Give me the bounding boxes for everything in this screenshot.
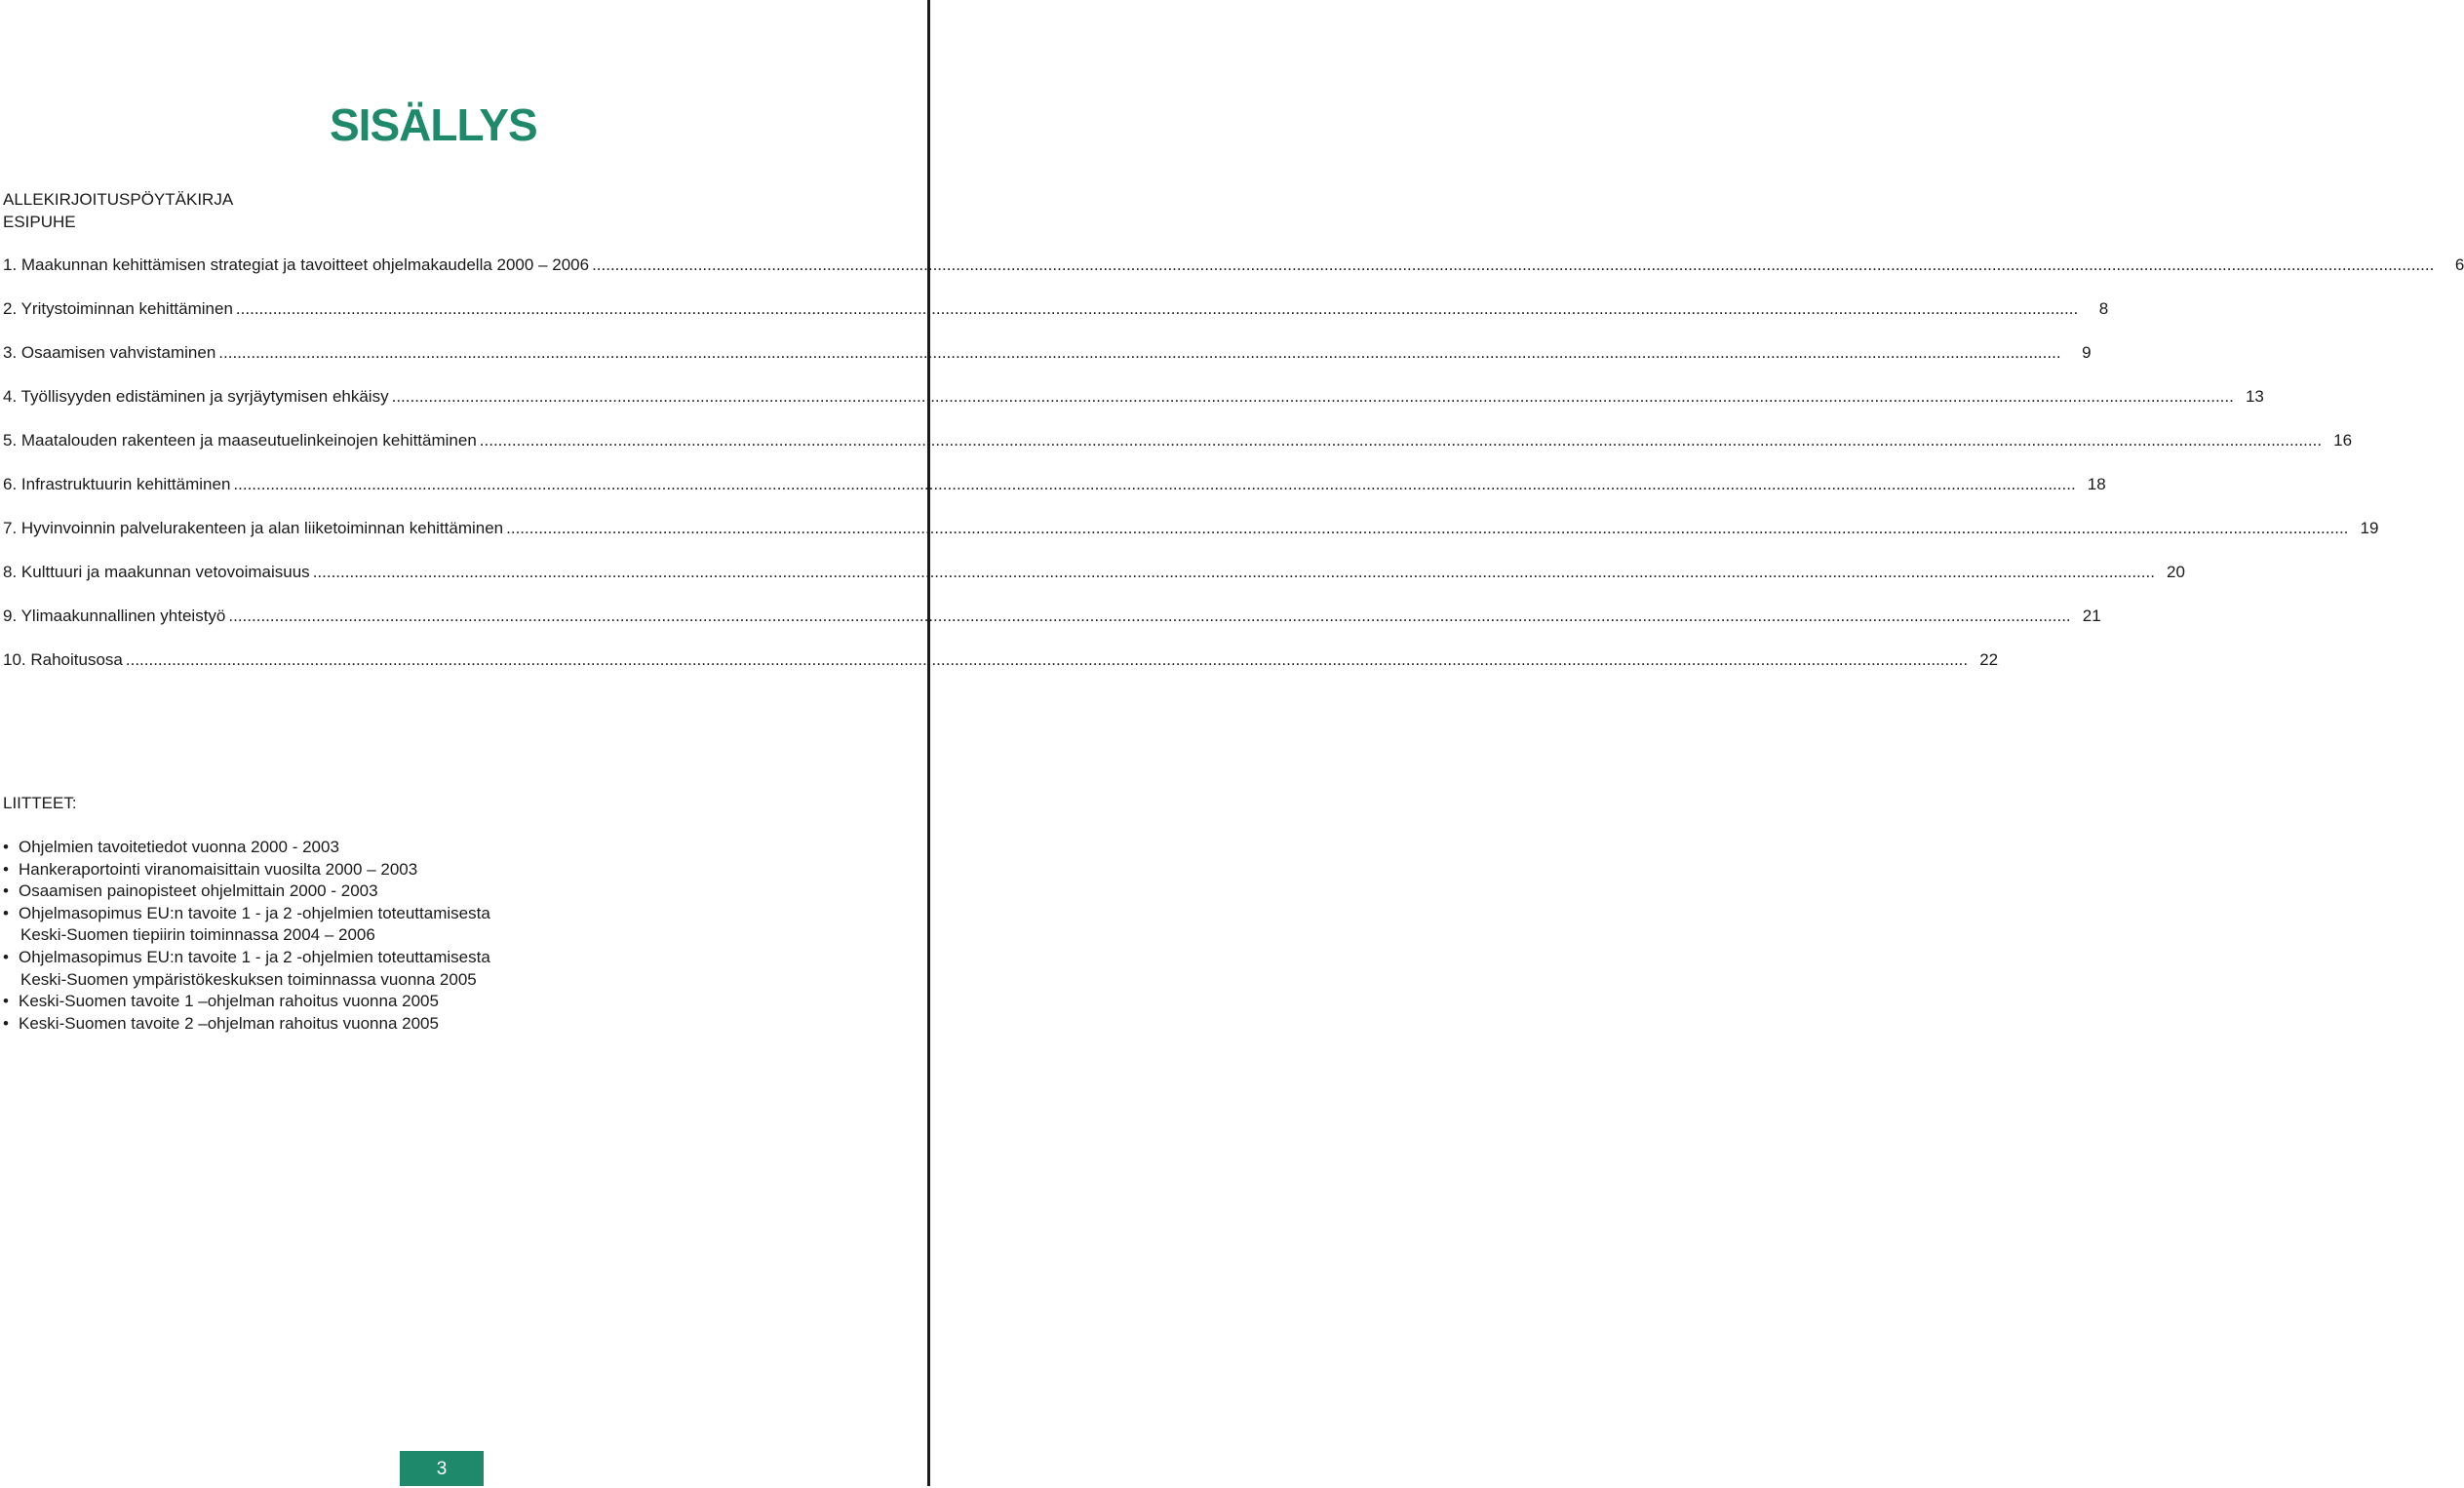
toc-entry-label: 1. Maakunnan kehittämisen strategiat ja tavoitteet ohjelmakaudella 2000 – 2006 xyxy=(3,255,590,274)
attachment-item xyxy=(3,1013,490,1036)
toc-entry[interactable] xyxy=(3,517,2379,561)
bullet-icon: • xyxy=(3,1013,9,1033)
toc-entry-page: 16 xyxy=(2333,431,2353,450)
front-matter-item: ALLEKIRJOITUSPÖYTÄKIRJA xyxy=(3,190,234,209)
toc-dot-leader: ................................................................................................................................................................................................................................................................................................................................................................................................................ xyxy=(391,387,2234,406)
attachments-list xyxy=(3,837,490,1035)
toc-dot-leader: ................................................................................................................................................................................................................................................................................................................................................................................................................ xyxy=(312,563,2155,581)
toc-entry[interactable] xyxy=(3,429,2353,473)
bullet-icon: • xyxy=(3,881,9,901)
toc-entry[interactable] xyxy=(3,605,2101,648)
toc-entry-label: 9. Ylimaakunnallinen yhteistyö xyxy=(3,607,226,625)
toc-entry[interactable] xyxy=(3,473,2106,517)
bullet-icon: • xyxy=(3,992,9,1011)
attachment-item-text: Hankeraportointi viranomaisittain vuosilta 2000 – 2003 xyxy=(19,859,418,879)
toc-dot-leader: ................................................................................................................................................................................................................................................................................................................................................................................................................ xyxy=(592,255,2435,274)
page-number-badge: 3 xyxy=(400,1451,484,1486)
attachment-item-text: Ohjelmasopimus EU:n tavoite 1 - ja 2 -ohjelmien toteuttamisesta xyxy=(19,947,490,966)
attachment-item-text: Keski-Suomen tavoite 2 –ohjelman rahoitus vuonna 2005 xyxy=(19,1013,439,1033)
attachment-item xyxy=(3,903,490,947)
attachment-item-text: Ohjelmien tavoitetiedot vuonna 2000 - 2003 xyxy=(19,838,339,856)
toc-entry-label: 8. Kulttuuri ja maakunnan vetovoimaisuus xyxy=(3,563,310,581)
toc-dot-leader: ................................................................................................................................................................................................................................................................................................................................................................................................................ xyxy=(233,475,2076,493)
attachment-item-text: Osaamisen painopisteet ohjelmittain 2000 - 2003 xyxy=(19,881,378,901)
toc-dot-leader: ................................................................................................................................................................................................................................................................................................................................................................................................................ xyxy=(506,519,2349,537)
toc-dot-leader: ................................................................................................................................................................................................................................................................................................................................................................................................................ xyxy=(235,299,2079,318)
attachment-item xyxy=(3,991,490,1013)
toc-dot-leader: ................................................................................................................................................................................................................................................................................................................................................................................................................ xyxy=(228,607,2071,625)
toc-entry[interactable] xyxy=(3,341,2092,385)
bullet-icon: • xyxy=(3,838,9,856)
bullet-icon: • xyxy=(3,859,9,879)
toc-entry[interactable] xyxy=(3,385,2264,429)
attachments-heading: LIITTEET: xyxy=(3,794,77,812)
toc-entry-page: 21 xyxy=(2082,607,2101,625)
toc-entry-label: 6. Infrastruktuurin kehittäminen xyxy=(3,475,231,493)
attachment-item xyxy=(3,837,490,859)
toc-entry-label: 3. Osaamisen vahvistaminen xyxy=(3,343,216,362)
attachment-item-text: Ohjelmasopimus EU:n tavoite 1 - ja 2 -ohjelmien toteuttamisesta xyxy=(19,903,490,922)
toc-entry[interactable] xyxy=(3,561,2185,605)
toc-entry-page: 6 xyxy=(2454,255,2464,274)
toc-dot-leader: ................................................................................................................................................................................................................................................................................................................................................................................................................ xyxy=(479,431,2323,450)
attachment-item-text-continued: Keski-Suomen ympäristökeskuksen toiminnassa vuonna 2005 xyxy=(20,969,477,989)
toc-entry-page: 19 xyxy=(2360,519,2379,537)
toc-entry-label: 5. Maatalouden rakenteen ja maaseutuelinkeinojen kehittäminen xyxy=(3,431,477,450)
toc-entry[interactable] xyxy=(3,254,2464,297)
front-matter-item: ESIPUHE xyxy=(3,213,76,231)
attachment-item-text-continued: Keski-Suomen tiepiirin toiminnassa 2004 – 2006 xyxy=(20,925,375,945)
page-edge-rule xyxy=(927,0,930,1486)
attachment-item xyxy=(3,859,490,881)
toc-entry-page: 18 xyxy=(2087,475,2106,493)
toc-entry-label: 2. Yritystoiminnan kehittäminen xyxy=(3,299,233,318)
front-matter-list xyxy=(3,188,233,233)
toc-entry-page: 9 xyxy=(2082,343,2092,362)
toc-dot-leader: ................................................................................................................................................................................................................................................................................................................................................................................................................ xyxy=(218,343,2061,362)
toc-entry[interactable] xyxy=(3,648,1999,692)
toc-entry-page: 8 xyxy=(2098,299,2109,318)
toc-entry-page: 13 xyxy=(2245,387,2264,406)
bullet-icon: • xyxy=(3,903,9,922)
toc-entry-page: 22 xyxy=(1979,650,1999,669)
toc-entry-label: 7. Hyvinvoinnin palvelurakenteen ja alan liiketoiminnan kehittäminen xyxy=(3,519,504,537)
toc-entry[interactable] xyxy=(3,297,2109,341)
attachment-item-text: Keski-Suomen tavoite 1 –ohjelman rahoitus vuonna 2005 xyxy=(19,992,439,1011)
toc-dot-leader: ................................................................................................................................................................................................................................................................................................................................................................................................................ xyxy=(125,650,1969,669)
attachment-item xyxy=(3,947,490,991)
toc-entry-label: 10. Rahoitusosa xyxy=(3,650,123,669)
toc-entry-label: 4. Työllisyyden edistäminen ja syrjäytymisen ehkäisy xyxy=(3,387,389,406)
page-title: SISÄLLYS xyxy=(330,99,537,150)
bullet-icon: • xyxy=(3,947,9,966)
attachment-item xyxy=(3,881,490,903)
toc-entry-page: 20 xyxy=(2167,563,2185,581)
table-of-contents xyxy=(3,254,2464,692)
